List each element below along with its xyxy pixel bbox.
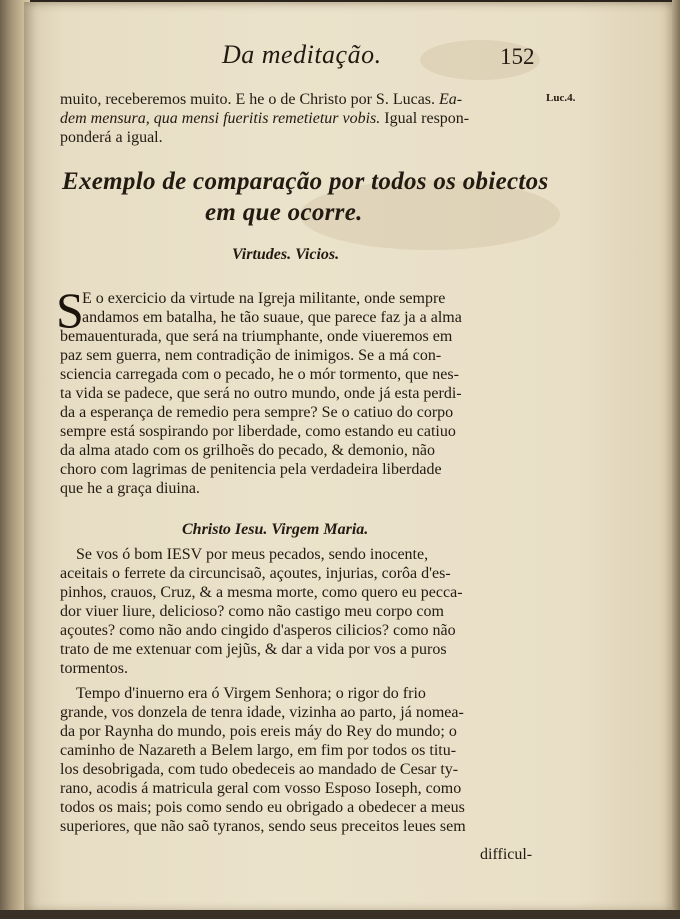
section-heading-line-2: em que ocorre. [205,199,363,226]
paragraph-1-line: sciencia carregada com o pecado, he o mór tormento, que nes- [60,366,459,383]
paragraph-1-line: que he a graça diuina. [60,480,200,497]
paragraph-2-line: trato de me extenuar com jejũs, & dar a vida por vos a puros [60,641,447,658]
paragraph-3-line: los desobrigada, com tudo obedeceis ao mandado de Cesar ty- [60,761,459,778]
paragraph-3-line: Tempo d'inuerno era ó Virgem Senhora; o rigor do frio [76,685,426,702]
paragraph-2-line: dor viuer liure, delicioso? como não castigo meu corpo com [60,603,444,620]
catchword: difficul- [480,846,533,863]
page-edge [672,0,680,919]
paragraph-3-line: grande, vos donzela de tenra idade, vizinha ao parto, já nomea- [60,704,464,721]
paragraph-1-line: choro com lagrimas de penitencia pela verdadeira liberdade [60,461,442,478]
paragraph-1-line: da a esperança de remedio pera sempre? Se o catiuo do corpo [60,404,454,421]
paragraph-2-line: tormentos. [60,660,128,677]
running-header-title: Da meditação. [222,40,382,69]
paragraph-3-line: rano, acodis á matricula geral com vosso Esposo Ioseph, como [60,780,462,797]
marginal-reference: Luc.4. [546,92,576,104]
page-number: 152 [500,44,535,69]
paragraph-1-line: sempre está sospirando por liberdade, como estando eu catiuo [60,423,456,440]
subheading-virtues-vices: Virtudes. Vicios. [232,246,340,263]
paragraph-3-line: superiores, que não saõ tyranos, sendo seus preceitos leues sem [60,818,466,835]
intro-line-1: muito, receberemos muito. E he o de Christo por S. Lucas. Ea- [60,91,463,108]
paragraph-2-line: açoutes? como não ando cingido d'asperos cilicios? como não [60,622,456,639]
paragraph-1-line: andamos em batalha, he tão suaue, que parece faz ja a alma [82,309,462,326]
paragraph-1-line: bemauenturada, que será na triumphante, onde viueremos em [60,328,453,345]
intro-line-2: dem mensura, qua mensi fueritis remetietur vobis. Igual respon- [60,110,470,127]
paragraph-3-line: caminho de Nazareth a Belem largo, em fim por todos os titu- [60,742,457,759]
paragraph-1-line: ta vida se padece, que será no outro mundo, onde já esta perdi- [60,385,462,402]
drop-cap: S [56,282,84,338]
paragraph-2-line: pinhos, crauos, Cruz, & a mesma morte, como quero eu pecca- [60,584,463,601]
subheading-christ-virgin: Christo Iesu. Virgem Maria. [182,521,369,538]
intro-line-3: ponderá a igual. [60,129,163,146]
page-bottom-edge [0,910,680,919]
paragraph-3-line: todos os mais; pois como sendo eu obrigado a obedecer a meus [60,799,465,816]
paragraph-1-line: paz sem guerra, nem contradição de inimigos. Se a má con- [60,347,442,364]
paragraph-3-line: da por Raynha do mundo, pois ereis máy do Rey do mundo; o [60,723,457,740]
paragraph-2-line: aceitais o ferrete da circuncisaõ, açoutes, injurias, corôa d'es- [60,565,451,582]
paragraph-1-line: E o exercicio da virtude na Igreja militante, onde sempre [82,290,446,307]
section-heading-line-1: Exemplo de comparação por todos os obiectos [62,168,549,195]
paragraph-1-line: da alma atado com os grilhoẽs do pecado, & demonio, não [60,442,436,459]
paragraph-2-line: Se vos ó bom IESV por meus pecados, sendo inocente, [76,546,429,563]
